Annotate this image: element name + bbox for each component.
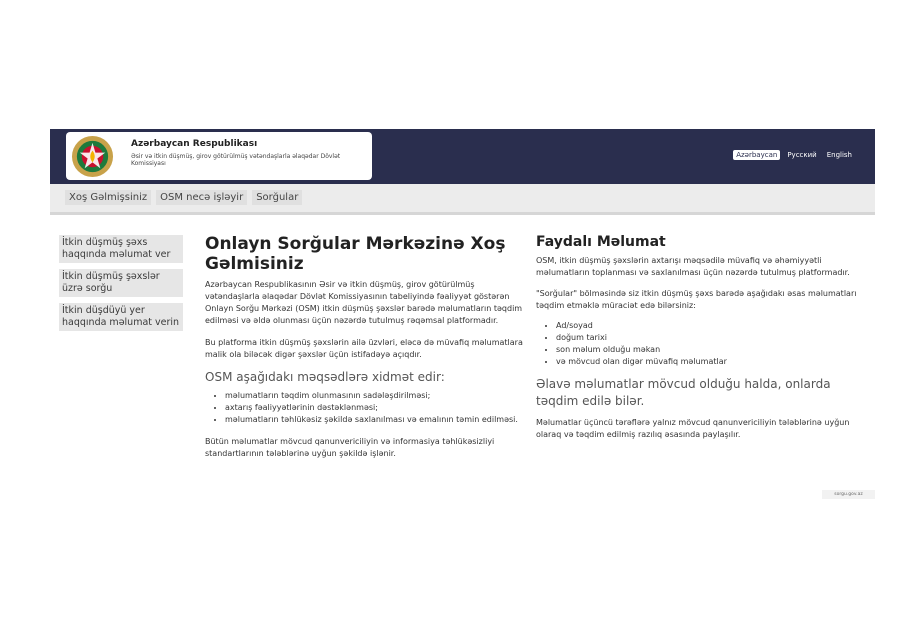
- sidebar: [59, 235, 183, 337]
- compliance-paragraph: Bütün məlumatlar mövcud qanunvericiliyin və informasiya təhlükəsizliyi standartlarının tələblərinə uyğun şəkildə işlənir.: [205, 437, 495, 458]
- lang-azerbaijani[interactable]: Azərbaycan: [733, 150, 780, 160]
- list-item: • məlumatların təqdim olunmasının sadələşdirilməsi;: [225, 390, 530, 402]
- sidebar-item-report-missing-person[interactable]: İtkin düşmüş şəxs haqqında məlumat ver: [59, 235, 183, 263]
- nav-item-how-it-works[interactable]: OSM necə işləyir: [156, 190, 247, 205]
- goals-heading: OSM aşağıdakı məqsədlərə xidmət edir:: [205, 370, 445, 384]
- brand-title: Azərbaycan Respublikası: [131, 139, 258, 149]
- audience-paragraph: Bu platforma itkin düşmüş şəxslərin ailə üzvləri, eləcə də müvafiq məlumatlara malik ola biləcək digər şəxslər üçün istifadəyə açıqdır.: [205, 338, 523, 359]
- site-header: [50, 129, 875, 184]
- list-item: • Ad/soyad: [556, 320, 858, 332]
- list-item: • son məlum olduğu məkan: [556, 344, 858, 356]
- useful-info-section: [536, 234, 858, 441]
- language-switcher: [733, 150, 855, 160]
- main-nav: [50, 184, 875, 215]
- sidebar-item-missing-person-request[interactable]: İtkin düşmüş şəxslər üzrə sorğu: [59, 269, 183, 297]
- page-title: Onlayn Sorğular Mərkəzinə Xoş Gəlmisiniz: [205, 234, 506, 274]
- extra-info-heading: Əlavə məlumatlar mövcud olduğu halda, onlarda təqdim edilə bilər.: [536, 377, 831, 408]
- intro-paragraph: Azərbaycan Respublikasının Əsir və itkin düşmüş, girov götürülmüş vətəndaşlarla əlaqədar Dövlət Komissiyasının tabeliyində fəaliyyət göstərən Onlayn Sorğu Mərkəzi (OSM) itkin düşmüş şəxslər barədə məlumatların təqdim edilməsi və əldə olunması üçün nəzərdə tutulmuş rəqəmsal platformadır.: [205, 280, 523, 325]
- list-item: • məlumatların təhlükəsiz şəkildə saxlanılması və emalının təmin edilməsi.: [225, 414, 530, 426]
- sidebar-item-report-location[interactable]: İtkin düşdüyü yer haqqında məlumat verin: [59, 303, 183, 331]
- info-paragraph: OSM, itkin düşmüş şəxslərin axtarışı məqsədilə müvafiq və əhəmiyyətli məlumatların toplanması və saxlanılması üçün nəzərdə tutulmuş platformadır.: [536, 256, 850, 277]
- brand-block[interactable]: [66, 132, 372, 180]
- requests-paragraph: "Sorğular" bölməsində siz itkin düşmüş şəxs barədə aşağıdakı əsas məlumatları təqdim etməklə müraciət edə bilərsiniz:: [536, 289, 857, 310]
- site-badge[interactable]: sorgu.gov.az: [822, 490, 875, 499]
- state-emblem-icon: [71, 135, 114, 178]
- required-info-list: [536, 320, 858, 368]
- nav-item-welcome[interactable]: Xoş Gəlmişsiniz: [65, 190, 151, 205]
- list-item: • doğum tarixi: [556, 332, 858, 344]
- lang-english[interactable]: English: [826, 151, 852, 159]
- nav-item-requests[interactable]: Sorğular: [252, 190, 302, 205]
- brand-subtitle: Əsir və itkin düşmüş, girov götürülmüş vətəndaşlarla əlaqədar Dövlət Komissiyası: [131, 153, 341, 167]
- info-title: Faydalı Məlumat: [536, 234, 666, 250]
- lang-russian[interactable]: Русский: [787, 151, 817, 159]
- list-item: • və mövcud olan digər müvafiq məlumatlar: [556, 356, 858, 368]
- goals-list: [205, 390, 530, 426]
- welcome-section: [205, 234, 530, 460]
- list-item: • axtarış fəaliyyətlərinin dəstəklənməsi;: [225, 402, 530, 414]
- sharing-paragraph: Məlumatlar üçüncü tərəflərə yalnız mövcud qanunvericiliyin tələblərinə uyğun olaraq və təqdim edilmiş razılıq əsasında paylaşılır.: [536, 418, 850, 439]
